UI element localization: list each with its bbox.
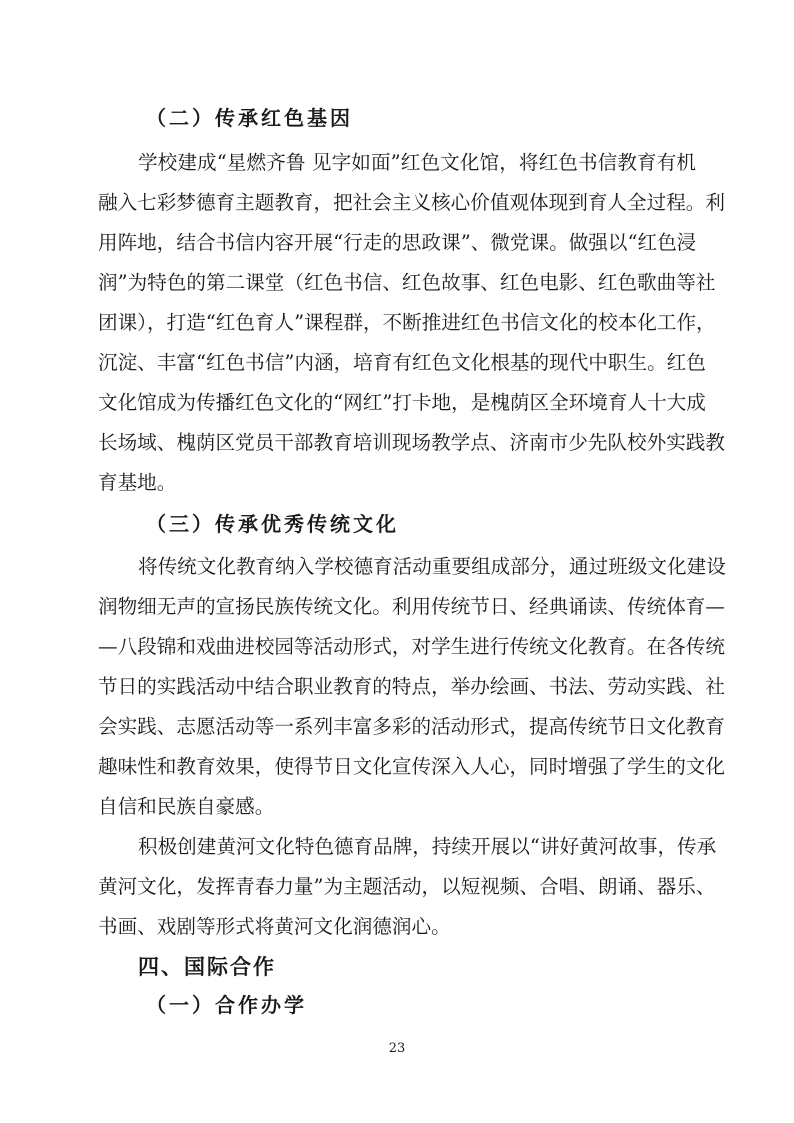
paragraph-line: 书画、戏剧等形式将黄河文化润德润心。: [98, 915, 451, 938]
paragraph-line: 会实践、志愿活动等一系列丰富多彩的活动形式，提高传统节日文化教育: [98, 715, 725, 738]
paragraph-line: 用阵地，结合书信内容开展“行走的思政课”、微党课。做强以“红色浸: [98, 231, 697, 254]
paragraph-line: 趣味性和教育效果，使得节日文化宣传深入人心，同时增强了学生的文化: [98, 755, 725, 778]
paragraph-line: 黄河文化，发挥青春力量”为主题活动，以短视频、合唱、朗诵、器乐、: [98, 875, 716, 898]
paragraph-line: 润物细无声的宣扬民族传统文化。利用传统节日、经典诵读、传统体育—: [98, 595, 725, 618]
paragraph-line: 育基地。: [98, 471, 177, 494]
paragraph-line: 融入七彩梦德育主题教育，把社会主义核心价值观体现到育人全过程。利: [98, 191, 725, 214]
paragraph-line: 长场域、槐荫区党员干部教育培训现场教学点、济南市少先队校外实践教: [98, 431, 725, 454]
heading-traditional-culture: （三）传承优秀传统文化: [146, 512, 399, 536]
paragraph-line: 沉淀、丰富“红色书信”内涵，培育有红色文化根基的现代中职生。红色: [98, 351, 706, 374]
paragraph-line: —八段锦和戏曲进校园等活动形式，对学生进行传统文化教育。在各传统: [98, 635, 725, 658]
heading-red-gene: （二）传承红色基因: [146, 106, 353, 130]
heading-international-cooperation: 四、国际合作: [138, 954, 276, 979]
paragraph-line: 节日的实践活动中结合职业教育的特点，举办绘画、书法、劳动实践、社: [98, 675, 725, 698]
heading-cooperative-schooling: （一）合作办学: [146, 993, 307, 1017]
paragraph-line: 将传统文化教育纳入学校德育活动重要组成部分，通过班级文化建设: [138, 555, 726, 578]
paragraph-line: 自信和民族自豪感。: [98, 795, 275, 818]
paragraph-line: 润”为特色的第二课堂（红色书信、红色故事、红色电影、红色歌曲等社: [98, 271, 716, 294]
paragraph-line: 积极创建黄河文化特色德育品牌，持续开展以“讲好黄河故事，传承: [138, 835, 717, 858]
paragraph-line: 文化馆成为传播红色文化的“网红”打卡地，是槐荫区全环境育人十大成: [98, 391, 706, 414]
paragraph-line: 团课），打造“红色育人”课程群，不断推进红色书信文化的校本化工作，: [98, 311, 716, 334]
page-number: 23: [388, 1041, 406, 1056]
paragraph-line: 学校建成“星燃齐鲁 见字如面”红色文化馆，将红色书信教育有机: [138, 151, 696, 174]
